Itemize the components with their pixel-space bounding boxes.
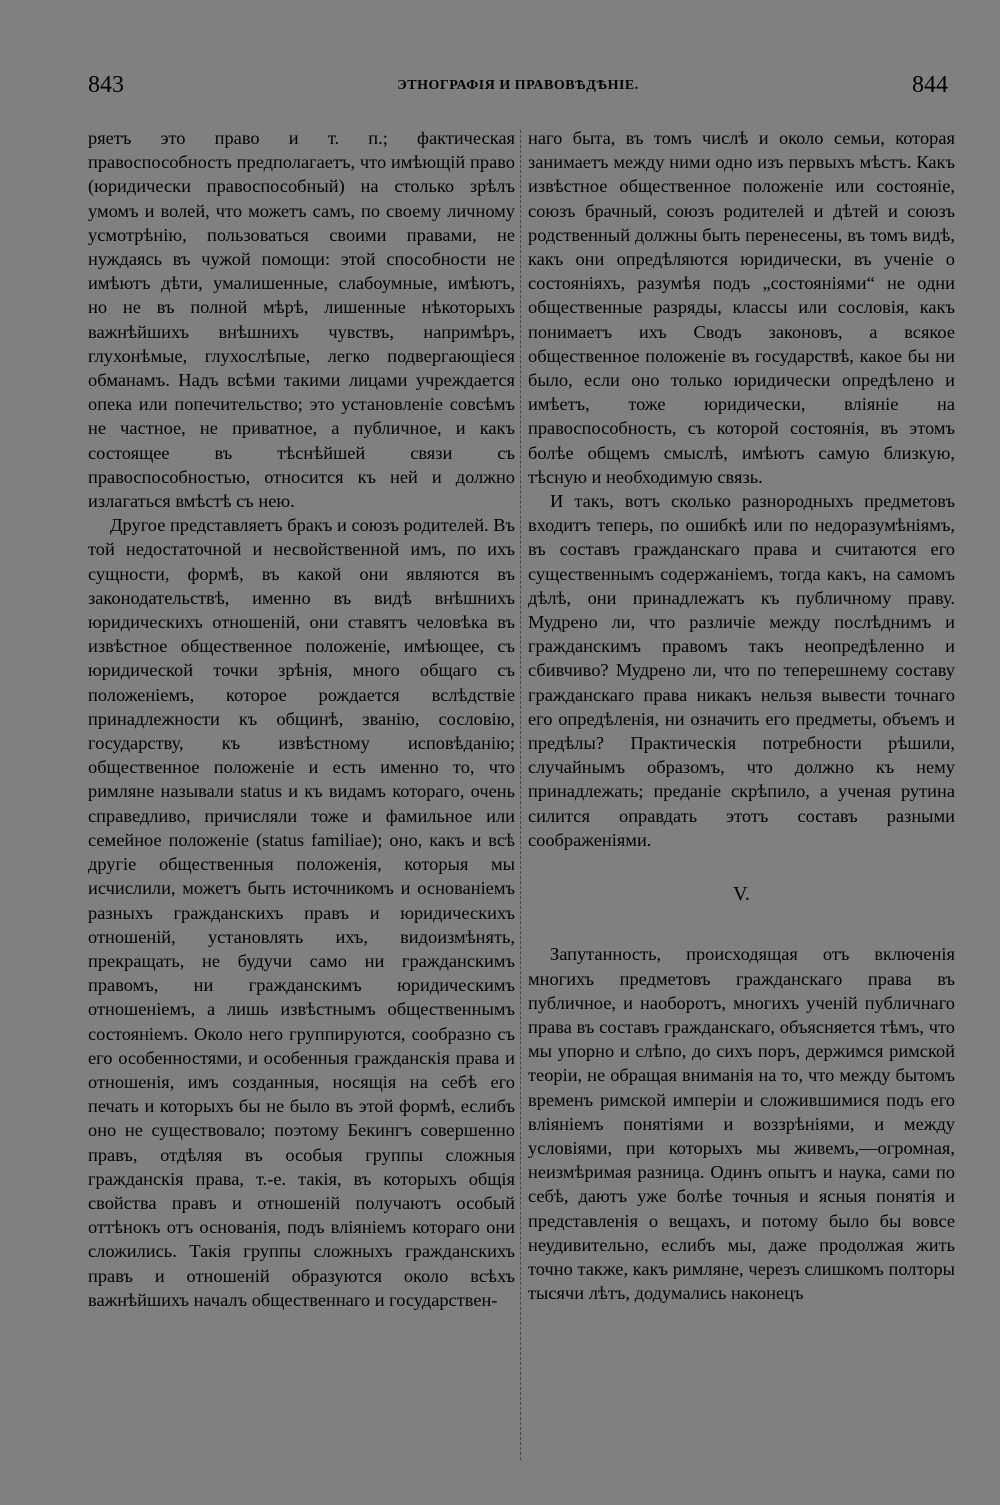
paragraph: наго быта, въ томъ числѣ и около семьи, которая занимаетъ между ними одно изъ первыхъ мѣстъ. Какъ извѣстное общественное положеніе или состояніе, союзъ брачный, союзъ родителей и дѣтей и союзъ родственный должны быть перенесены, въ томъ видѣ, какъ они опредѣляются юридически, въ ученіе о состояніяхъ, разумѣя подъ „состояніями“ не одни общественные разряды, классы или сословія, какъ понимаетъ ихъ Сводъ законовъ, а всякое общественное положеніе въ государствѣ, какое бы ни было, если оно только юридически опредѣлено и имѣетъ, тоже юридически, вліяніе на правоспособность, съ которой состоянія, въ этомъ болѣе общемъ смыслѣ, имѣютъ самую близкую, тѣсную и необходимую связь. [528,128,955,487]
paragraph: Запутанность, происходящая отъ включенія многихъ предметовъ гражданскаго права въ публичное, и наоборотъ, многихъ ученій публичнаго права въ составъ гражданскаго, объясняется тѣмъ, что мы упорно и слѣпо, до сихъ поръ, держимся римской теоріи, не обращая вниманія на то, что между бытомъ временъ римской имперіи и сложившимися подъ его вліяніемъ понятіями и воззрѣніями, и между условіями, при которыхъ мы живемъ,—огромная, неизмѣримая разница. Одинъ опытъ и наука, сами по себѣ, даютъ уже болѣе точныя и ясныя понятія и представленія о вещахъ, и потому было бы вовсе неудивительно, еслибъ мы, даже продолжая жить точно также, какъ римляне, черезъ слишкомъ полторы тысячи лѣтъ, додумались наконецъ [528,944,955,1304]
right-column [528,126,955,1305]
paragraph: И такъ, вотъ сколько разнородныхъ предметовъ входитъ теперь, по ошибкѣ или по недоразумѣніямъ, въ составъ гражданскаго права и считаются его существеннымъ содержаніемъ, тогда какъ, на самомъ дѣлѣ, они принадлежатъ къ публичному праву. Мудрено ли, что различіе между послѣднимъ и гражданскимъ правомъ такъ неопредѣленно и сбивчиво? Мудрено ли, что по теперешнему составу гражданскаго права никакъ нельзя вывести точнаго его опредѣленія, ни означить его предметы, объемъ и предѣлы? Практическія потребности рѣшили, случайнымъ образомъ, что должно къ нему принадлежать; преданіе скрѣпило, а ученая рутина силится оправдать этотъ составъ разными соображеніями. [528,491,955,850]
running-title: ЭТНОГРАФІЯ И ПРАВОВѢДѢНІЕ. [397,78,639,93]
section-heading: V. [733,883,750,906]
paragraph: ряетъ это право и т. п.; фактическая правоспособность предполагаетъ, что имѣющій право (юридически правоспособный) на столько зрѣлъ умомъ и волей, что можетъ самъ, по своему личному усмотрѣнію, пользоваться своими правами, не нуждаясь въ чужой помощи: этой способности не имѣютъ дѣти, умалишенные, слабоумные, имѣютъ, но не въ полной мѣрѣ, лишенные нѣкоторыхъ важнѣйшихъ внѣшнихъ чувствъ, напримѣръ, глухонѣмые, глухослѣпые, легко подвергающіеся обманамъ. Надъ всѣми такими лицами учреждается опека или попечительство; это установленіе совсѣмъ не частное, не приватное, а публичное, и какъ состоящее въ тѣснѣйшей связи съ правоспособностью, относится къ ней и должно излагаться вмѣстѣ съ нею. [88,128,515,512]
paragraph: Другое представляетъ бракъ и союзъ родителей. Въ той недостаточной и несвойственной имъ, по ихъ сущности, формѣ, въ какой они являются въ законодательствѣ, именно въ видѣ внѣшнихъ юридическихъ отношеній, они ставятъ человѣка въ извѣстное общественное положеніе, имѣющее, съ юридической точки зрѣнія, много общаго съ положеніемъ, которое рождается вслѣдствіе принадлежности къ общинѣ, званію, сословію, государству, къ извѣстному исповѣданію; общественное положеніе и есть именно то, что римляне называли status и къ видамъ котораго, очень справедливо, причисляли тоже и фамильное или семейное положеніе (status familiae); оно, какъ и всѣ другіе общественныя положенія, которыя мы исчислили, можетъ быть источникомъ и основаніемъ разныхъ гражданскихъ правъ и юридическихъ отношеній, установлять ихъ, видоизмѣнять, прекращать, не будучи само ни гражданскимъ правомъ, ни гражданскимъ юридическимъ отношеніемъ, а лишь извѣстнымъ общественнымъ состояніемъ. Около него группируются, сообразно съ его особенностями, и особенныя гражданскія права и отношенія, имъ созданныя, носящія на себѣ его печать и которыхъ бы не было въ этой формѣ, еслибъ оно не существовало; поэтому Бекингъ совершенно правъ, отдѣляя въ особыя группы сложныя гражданскія права, т.-е. такія, въ которыхъ общія свойства правъ и отношеній получаютъ особый оттѣнокъ отъ основанія, подъ вліяніемъ котораго они сложились. Такія группы сложныхъ гражданскихъ правъ и отношеній образуются около всѣхъ важнѣйшихъ началъ общественнаго и государствен- [88,515,516,1310]
column-divider [520,130,522,1460]
page-number-left: 843 [88,72,124,98]
page-number-right: 844 [912,72,948,98]
page-header [88,72,948,104]
left-column [88,126,515,1312]
